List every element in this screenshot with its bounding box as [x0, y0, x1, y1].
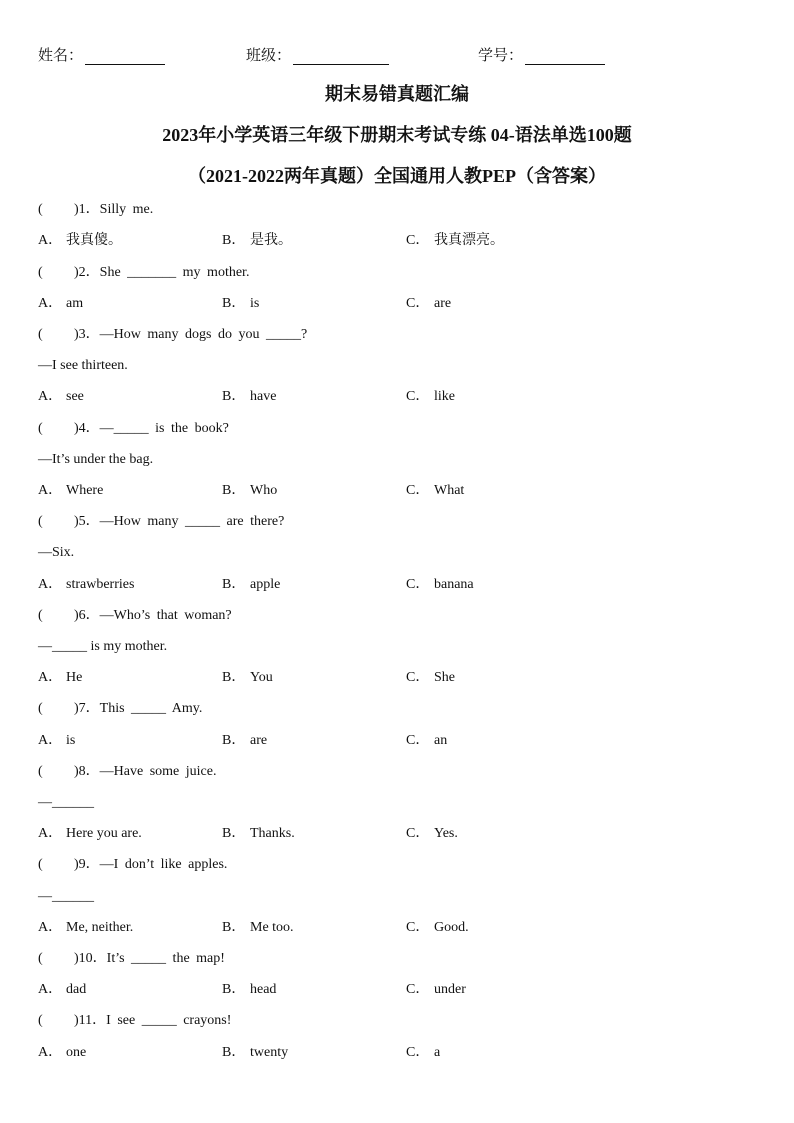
question-text: I see _____ crayons!: [106, 1013, 232, 1028]
class-blank[interactable]: [293, 48, 389, 65]
answer-paren[interactable]: (: [38, 514, 43, 529]
answer-paren[interactable]: (: [38, 327, 43, 342]
question-9: [38, 855, 227, 875]
answer-paren[interactable]: (: [38, 202, 43, 217]
option-b: B． 是我。: [222, 233, 292, 248]
option-b: B． is: [222, 296, 260, 311]
question-text: —How many _____ are there?: [99, 514, 285, 529]
answer-paren[interactable]: (: [38, 1013, 43, 1028]
option-c: C． Yes.: [406, 826, 458, 841]
question-10: [38, 949, 225, 969]
question-1: [38, 200, 153, 220]
question-number: )4．: [74, 421, 100, 436]
option-b: B． Thanks.: [222, 826, 295, 841]
title-line-1: 期末易错真题汇编: [325, 84, 469, 104]
question-6: [38, 606, 232, 626]
option-a: A． He: [38, 670, 83, 685]
question-number: )11．: [74, 1013, 107, 1028]
question-11: [38, 1011, 231, 1031]
class-field: [246, 44, 389, 65]
option-a: A． 我真傻。: [38, 233, 122, 248]
question-4: [38, 419, 229, 439]
answer-paren[interactable]: (: [38, 951, 43, 966]
question-number: )8．: [74, 764, 100, 779]
number-field: [478, 44, 605, 65]
question-reply: —_____ is my mother.: [38, 639, 168, 654]
title-line-3: （2021-2022两年真题）全国通用人教PEP（含答案）: [188, 166, 606, 186]
question-text: —Who’s that woman?: [99, 608, 232, 623]
option-b: B． have: [222, 389, 277, 404]
question-text: —How many dogs do you _____?: [99, 327, 308, 342]
question-number: )5．: [74, 514, 100, 529]
option-a: A． is: [38, 733, 76, 748]
option-a: A． Me, neither.: [38, 920, 134, 935]
option-b: B． apple: [222, 577, 281, 592]
question-text: —_____ is the book?: [99, 421, 229, 436]
option-a: A． one: [38, 1045, 87, 1060]
option-a: A． am: [38, 296, 84, 311]
option-c: C． What: [406, 483, 465, 498]
option-c: C． 我真漂亮。: [406, 233, 504, 248]
question-7: [38, 699, 202, 719]
option-b: B． head: [222, 982, 277, 997]
question-text: It’s _____ the map!: [106, 951, 225, 966]
number-blank[interactable]: [525, 48, 605, 65]
question-reply: —______: [38, 795, 94, 810]
option-b: B． Who: [222, 483, 278, 498]
question-text: This _____ Amy.: [99, 701, 203, 716]
question-reply: —Six.: [38, 545, 75, 560]
option-c: C． under: [406, 982, 466, 997]
option-c: C． an: [406, 733, 448, 748]
answer-paren[interactable]: (: [38, 608, 43, 623]
question-number: )6．: [74, 608, 100, 623]
question-text: —Have some juice.: [99, 764, 217, 779]
question-3: [38, 325, 307, 345]
question-number: )10．: [74, 951, 107, 966]
name-field: [38, 44, 165, 65]
option-b: B． are: [222, 733, 268, 748]
option-a: A． see: [38, 389, 84, 404]
question-reply: —It’s under the bag.: [38, 452, 154, 467]
question-8: [38, 762, 216, 782]
option-a: A． dad: [38, 982, 87, 997]
question-number: )2．: [74, 265, 100, 280]
answer-paren[interactable]: (: [38, 701, 43, 716]
option-c: C． like: [406, 389, 455, 404]
option-c: C． are: [406, 296, 452, 311]
answer-paren[interactable]: (: [38, 265, 43, 280]
name-blank[interactable]: [85, 48, 165, 65]
answer-paren[interactable]: (: [38, 764, 43, 779]
question-number: )1．: [74, 202, 100, 217]
name-label: 姓名：: [38, 48, 84, 64]
number-label: 学号：: [478, 48, 524, 64]
option-a: A． Where: [38, 483, 104, 498]
question-reply: —I see thirteen.: [38, 358, 128, 373]
question-text: —I don’t like apples.: [99, 857, 228, 872]
question-text: She _______ my mother.: [99, 265, 250, 280]
question-number: )7．: [74, 701, 100, 716]
option-a: A． strawberries: [38, 577, 135, 592]
question-5: [38, 512, 284, 532]
class-label: 班级：: [246, 48, 292, 64]
answer-paren[interactable]: (: [38, 857, 43, 872]
student-info-row: [38, 44, 758, 64]
option-c: C． She: [406, 670, 455, 685]
question-2: [38, 263, 249, 283]
option-a: A． Here you are.: [38, 826, 142, 841]
question-number: )9．: [74, 857, 100, 872]
option-b: B． Me too.: [222, 920, 294, 935]
question-number: )3．: [74, 327, 100, 342]
question-text: Silly me.: [99, 202, 154, 217]
question-reply: —______: [38, 889, 94, 904]
answer-paren[interactable]: (: [38, 421, 43, 436]
option-c: C． Good.: [406, 920, 469, 935]
title-line-2: 2023年小学英语三年级下册期末考试专练 04-语法单选100题: [162, 125, 632, 145]
option-c: C． a: [406, 1045, 441, 1060]
option-c: C． banana: [406, 577, 474, 592]
option-b: B． twenty: [222, 1045, 289, 1060]
option-b: B． You: [222, 670, 273, 685]
